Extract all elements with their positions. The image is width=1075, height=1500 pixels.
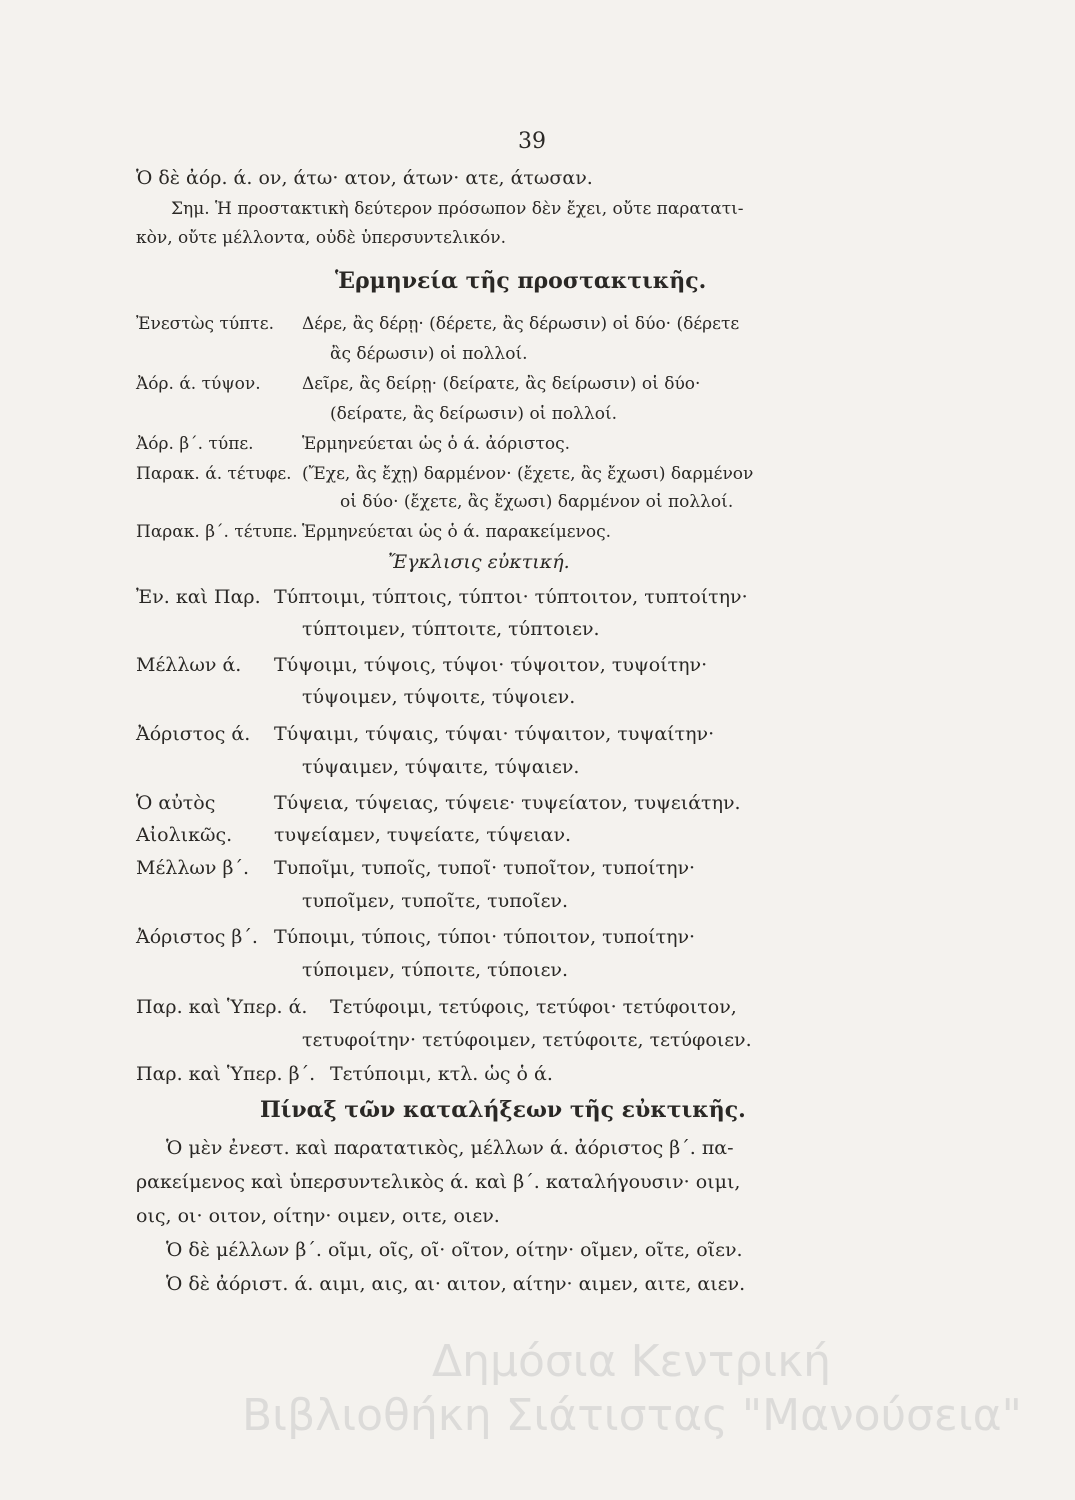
row-text: Τετύφοιμι, τετύφοις, τετύφοι· τετύφοιτον, — [330, 996, 737, 1018]
row-text: Ἑρμηνεύεται ὡς ὁ ά. παρακείμενος. — [302, 522, 612, 542]
paragraph-line: ρακείμενος καὶ ὑπερσυντελικὸς ά. καὶ β΄. καταλήγουσιν· οιμι, — [136, 1171, 741, 1193]
text-line: Σημ. Ἡ προστακτικὴ δεύτερον πρόσωπον δὲν ἔχει, οὔτε παρατατι- — [171, 199, 744, 219]
section-heading: Ἔγκλισις εὐκτική. — [388, 551, 570, 573]
row-label: Παρ. καὶ Ὑπερ. β΄. — [136, 1063, 316, 1085]
row-label: Παρακ. β΄. τέτυπε. — [136, 522, 298, 542]
row-text: τύψαιμεν, τύψαιτε, τύψαιεν. — [302, 756, 580, 778]
row-label: Ἀόρ. β΄. τύπε. — [136, 434, 254, 454]
row-text: οἱ δύο· (ἔχετε, ἂς ἔχωσι) δαρμένον οἱ πολλοί. — [340, 492, 734, 512]
library-watermark-line: Βιβλιοθήκη Σιάτιστας "Μανούσεια" — [242, 1390, 1022, 1441]
row-label: Μέλλων ά. — [136, 654, 242, 676]
paragraph-line: οις, οι· οιτον, οίτην· οιμεν, οιτε, οιεν. — [136, 1205, 500, 1227]
section-heading: Ἑρμηνεία τῆς προστακτικῆς. — [335, 268, 707, 294]
row-text: Δέρε, ἂς δέρῃ· (δέρετε, ἂς δέρωσιν) οἱ δύο· (δέρετε — [302, 314, 740, 334]
paragraph-line: Ὁ δὲ μέλλων β΄. οῖμι, οῖς, οῖ· οῖτον, οίτην· οῖμεν, οῖτε, οῖεν. — [166, 1239, 743, 1261]
text-line: κὸν, οὔτε μέλλοντα, οὐδὲ ὑπερσυντελικόν. — [136, 228, 507, 248]
row-label: Ἐν. καὶ Παρ. — [136, 586, 261, 608]
text-line: Ὁ δὲ ἀόρ. ά. ον, άτω· ατον, άτων· ατε, άτωσαν. — [136, 167, 593, 189]
row-text: τυποῖμεν, τυποῖτε, τυποῖεν. — [302, 890, 568, 912]
row-text: τύψοιμεν, τύψοιτε, τύψοιεν. — [302, 686, 576, 708]
page-number: 39 — [518, 129, 546, 154]
row-label: Ἀόριστος ά. — [136, 723, 251, 745]
row-text: Δεῖρε, ἂς δείρῃ· (δείρατε, ἂς δείρωσιν) οἱ δύο· — [302, 374, 701, 394]
row-text: Τύπτοιμι, τύπτοις, τύπτοι· τύπτοιτον, τυπτοίτην· — [274, 586, 748, 608]
row-label: Παρ. καὶ Ὑπερ. ά. — [136, 996, 308, 1018]
row-text: ἂς δέρωσιν) οἱ πολλοί. — [330, 344, 528, 364]
row-label: Ἀόριστος β΄. — [136, 926, 258, 948]
section-heading: Πίναξ τῶν καταλήξεων τῆς εὐκτικῆς. — [260, 1097, 746, 1123]
row-label: Ὁ αὐτὸς — [136, 792, 216, 814]
row-label: Ἀόρ. ά. τύψον. — [136, 374, 261, 394]
paragraph-line: Ὁ δὲ ἀόριστ. ά. αιμι, αις, αι· αιτον, αίτην· αιμεν, αιτε, αιεν. — [166, 1273, 746, 1295]
row-text: τυψείαμεν, τυψείατε, τύψειαν. — [274, 824, 572, 846]
row-text: τύποιμεν, τύποιτε, τύποιεν. — [302, 959, 568, 981]
row-text: Τυποῖμι, τυποῖς, τυποῖ· τυποῖτον, τυποίτην· — [274, 857, 696, 879]
row-label: Παρακ. ά. τέτυφε. — [136, 464, 292, 484]
row-text: τετυφοίτην· τετύφοιμεν, τετύφοιτε, τετύφοιεν. — [302, 1029, 752, 1051]
row-text: Ἑρμηνεύεται ὡς ὁ ά. ἀόριστος. — [302, 434, 571, 454]
row-label: Αἰολικῶς. — [136, 824, 233, 846]
row-text: (Ἔχε, ἂς ἔχῃ) δαρμένον· (ἔχετε, ἂς ἔχωσι) δαρμένον — [302, 464, 754, 484]
row-text: Τύψοιμι, τύψοις, τύψοι· τύψοιτον, τυψοίτην· — [274, 654, 708, 676]
library-watermark-line: Δημόσια Κεντρική — [432, 1336, 832, 1387]
row-text: (δείρατε, ἂς δείρωσιν) οἱ πολλοί. — [330, 404, 618, 424]
row-text: τύπτοιμεν, τύπτοιτε, τύπτοιεν. — [302, 618, 600, 640]
row-text: Τύψαιμι, τύψαις, τύψαι· τύψαιτον, τυψαίτην· — [274, 723, 715, 745]
row-text: Τετύποιμι, κτλ. ὡς ὁ ά. — [330, 1063, 553, 1085]
row-text: Τύποιμι, τύποις, τύποι· τύποιτον, τυποίτην· — [274, 926, 696, 948]
paragraph-line: Ὁ μὲν ἐνεστ. καὶ παρατατικὸς, μέλλων ά. ἀόριστος β΄. πα- — [166, 1137, 734, 1159]
row-label: Μέλλων β΄. — [136, 857, 249, 879]
row-text: Τύψεια, τύψειας, τύψειε· τυψείατον, τυψειάτην. — [274, 792, 741, 814]
row-label: Ἐνεστὼς τύπτε. — [136, 314, 274, 334]
